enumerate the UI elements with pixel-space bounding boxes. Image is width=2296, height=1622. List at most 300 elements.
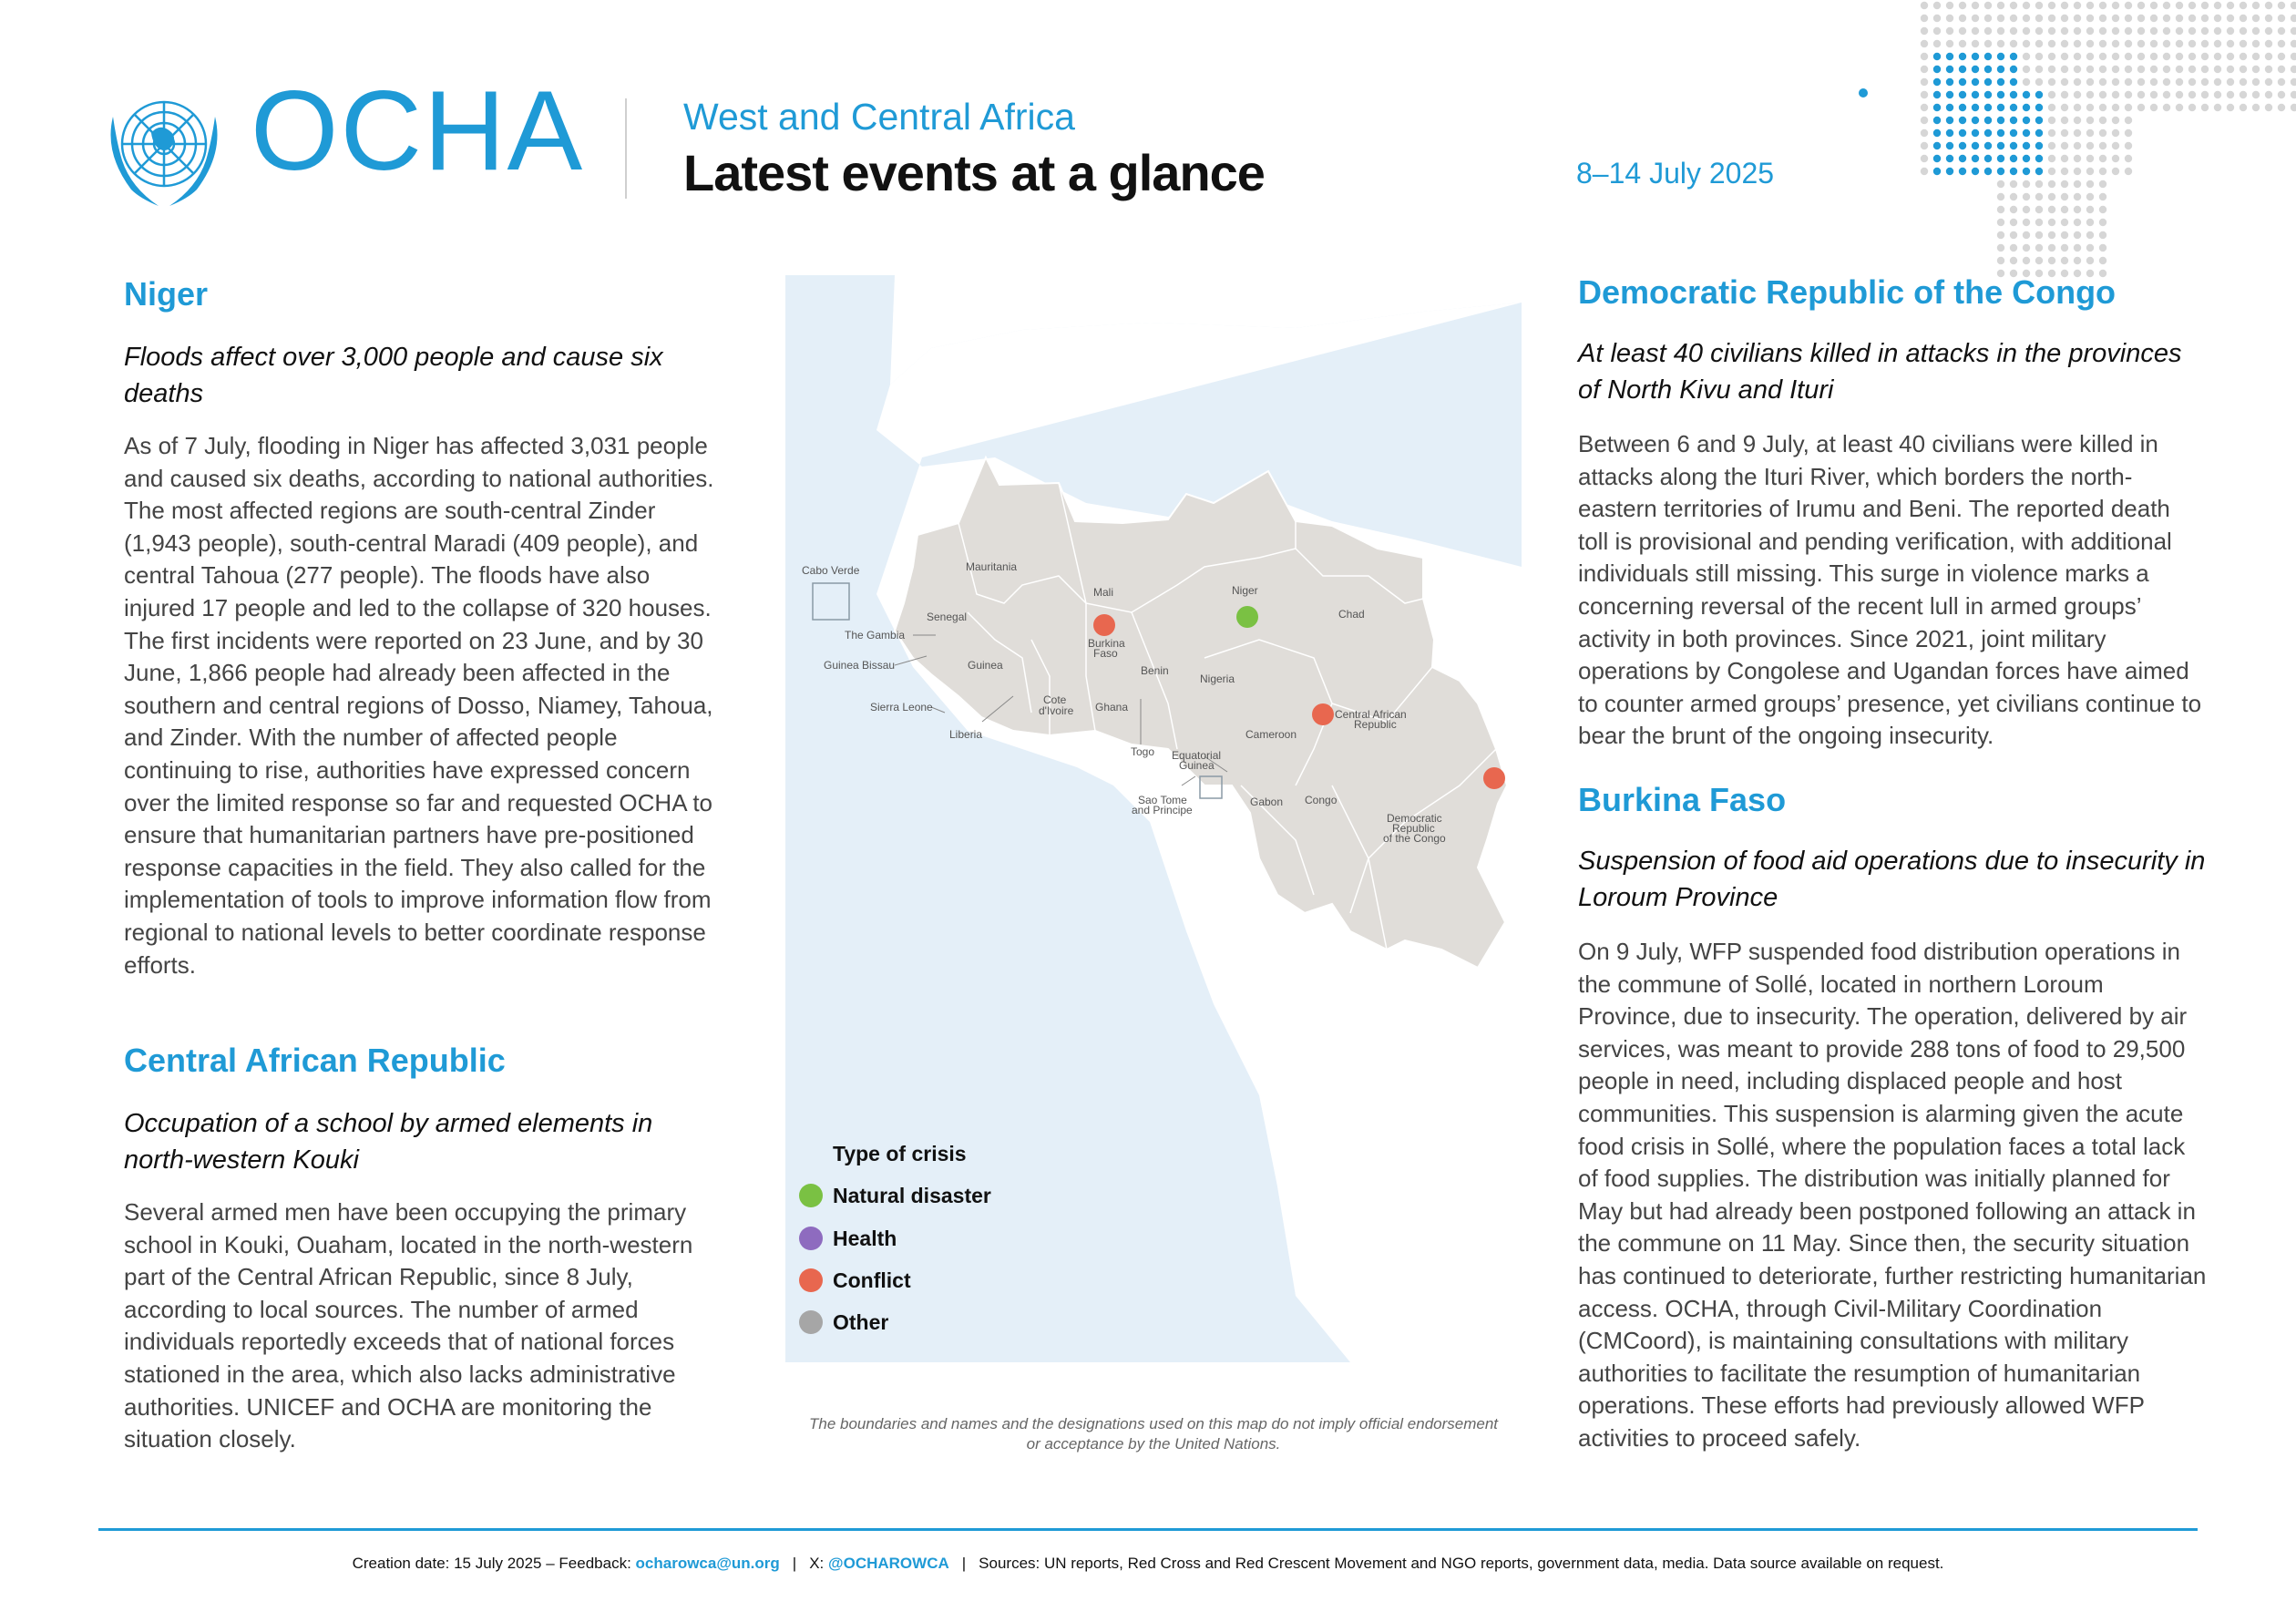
dot-map-dot xyxy=(2176,40,2183,47)
footer-x-prefix: X: xyxy=(809,1555,829,1572)
dot-map-dot xyxy=(1921,142,1928,149)
dot-map-dot xyxy=(2023,231,2030,239)
dot-map-dot xyxy=(2061,104,2068,111)
dot-map-dot xyxy=(2125,40,2132,47)
dot-map-dot xyxy=(2086,104,2094,111)
dot-map-dot xyxy=(2125,155,2132,162)
dot-map-dot xyxy=(2035,53,2043,60)
dot-map-dot xyxy=(2035,2,2043,9)
dot-map-dot xyxy=(1984,53,1992,60)
dot-map-dot xyxy=(2291,15,2296,22)
dot-map-dot xyxy=(2214,66,2221,73)
dot-map-dot xyxy=(1959,40,1966,47)
label-liberia: Liberia xyxy=(949,728,983,741)
dot-map-dot xyxy=(1997,2,2004,9)
disclaimer-line: or acceptance by the United Nations. xyxy=(1026,1435,1281,1453)
dot-map-dot xyxy=(2099,231,2106,239)
dot-map-dot xyxy=(2201,2,2209,9)
dot-map-dot xyxy=(1933,66,1941,73)
dot-map-dot xyxy=(2252,66,2260,73)
section-subtitle: Occupation of a school by armed elements in north-western Kouki xyxy=(124,1109,653,1175)
legend-label-conflict: Conflict xyxy=(833,1268,911,1292)
dot-map-dot xyxy=(1959,15,1966,22)
dot-map-dot xyxy=(2150,15,2158,22)
dot-map-dot xyxy=(1972,40,1979,47)
label-guinea: Guinea xyxy=(968,659,1003,672)
dot-map-dot xyxy=(2227,66,2234,73)
section-subtitle: Suspension of food aid operations due to insecurity in Loroum Province xyxy=(1578,847,2206,912)
dot-map-dot xyxy=(2214,78,2221,86)
section-subtitle: Floods affect over 3,000 people and cause six deaths xyxy=(124,343,663,408)
dot-map-dot xyxy=(1972,91,1979,98)
dot-map-dot xyxy=(2023,78,2030,86)
dot-map-dot xyxy=(2176,15,2183,22)
dot-map-dot xyxy=(1997,91,2004,98)
dot-map-dot xyxy=(2010,231,2017,239)
dot-map-dot xyxy=(1946,40,1953,47)
legend-swatch-other xyxy=(799,1310,823,1334)
dot-map-dot xyxy=(2074,244,2081,252)
dot-map-dot xyxy=(2291,2,2296,9)
label-nigeria: Nigeria xyxy=(1200,672,1235,685)
dot-map-dot xyxy=(1946,117,1953,124)
feedback-email-link[interactable]: ocharowca@un.org xyxy=(635,1555,780,1572)
dot-map-dot xyxy=(2074,257,2081,264)
dot-map-dot xyxy=(2074,168,2081,175)
dot-map-dot xyxy=(2125,53,2132,60)
dot-map-dot xyxy=(2112,91,2119,98)
dot-map-dot xyxy=(2061,257,2068,264)
dot-map-dot xyxy=(2125,142,2132,149)
dot-map-dot xyxy=(2188,53,2196,60)
dot-map-dot xyxy=(2074,193,2081,200)
dot-map-dot xyxy=(2035,66,2043,73)
dot-map-dot xyxy=(2061,129,2068,137)
dot-map-dot xyxy=(1933,15,1941,22)
x-handle-link[interactable]: @OCHAROWCA xyxy=(828,1555,949,1572)
dot-map-dot xyxy=(2023,219,2030,226)
dot-map-dot xyxy=(2150,91,2158,98)
dot-map-dot xyxy=(2023,193,2030,200)
section-heading: Niger xyxy=(124,275,209,313)
dot-map-dot xyxy=(2278,66,2285,73)
label-drc-3: of the Congo xyxy=(1383,832,1446,845)
dot-map-dot xyxy=(2240,104,2247,111)
dot-map-dot xyxy=(2086,15,2094,22)
dot-map-dot xyxy=(2086,193,2094,200)
dot-map-dot xyxy=(2278,40,2285,47)
dot-map-dot xyxy=(2125,15,2132,22)
dot-map-dot xyxy=(2163,27,2170,35)
dot-map-dot xyxy=(2163,15,2170,22)
dot-map-dot xyxy=(2086,168,2094,175)
dot-map-dot xyxy=(2035,155,2043,162)
dot-map-dot xyxy=(2112,155,2119,162)
dot-map-dot xyxy=(2010,27,2017,35)
dot-map-dot xyxy=(2099,66,2106,73)
dot-map-dot xyxy=(2061,193,2068,200)
label-congo: Congo xyxy=(1305,794,1338,806)
dot-map-dot xyxy=(1921,53,1928,60)
label-senegal: Senegal xyxy=(927,611,968,623)
dot-map-dot xyxy=(1984,168,1992,175)
dot-map-dot xyxy=(2023,27,2030,35)
dot-map-dot xyxy=(1972,78,1979,86)
dot-map-dot xyxy=(2061,78,2068,86)
label-cabo-verde: Cabo Verde xyxy=(802,564,860,577)
legend-title: Type of crisis xyxy=(833,1142,967,1165)
label-burkina-2: Faso xyxy=(1093,647,1118,660)
dot-map-dot xyxy=(2150,27,2158,35)
dot-map-dot xyxy=(1997,206,2004,213)
dot-map-dot xyxy=(2023,104,2030,111)
dot-map-dot xyxy=(2112,27,2119,35)
dot-map-dot xyxy=(2163,66,2170,73)
dot-map-dot xyxy=(2061,142,2068,149)
dot-map-dot xyxy=(2010,78,2017,86)
dot-map-dot xyxy=(2137,15,2145,22)
dot-map-dot xyxy=(2099,168,2106,175)
dot-map-dot xyxy=(1933,142,1941,149)
dot-map-dot xyxy=(2227,27,2234,35)
dot-map-dot xyxy=(2291,40,2296,47)
event-marker-niger[interactable] xyxy=(1236,606,1258,628)
dot-map-dot xyxy=(2023,117,2030,124)
dot-map-dot xyxy=(2214,27,2221,35)
dot-map-dot xyxy=(2061,155,2068,162)
dot-map-dot xyxy=(1997,53,2004,60)
dot-map-dot xyxy=(2265,27,2272,35)
dot-map-dot xyxy=(1921,104,1928,111)
dot-map-dot xyxy=(2163,78,2170,86)
dot-map-dot xyxy=(2099,40,2106,47)
label-cote-divoire: Cote xyxy=(1043,693,1067,706)
dot-map-dot xyxy=(2023,2,2030,9)
dot-map-dot xyxy=(2176,53,2183,60)
dot-map-dot xyxy=(2086,155,2094,162)
dot-map-dot xyxy=(2265,66,2272,73)
dot-map-dot xyxy=(2010,104,2017,111)
page-title: Latest events at a glance xyxy=(683,144,1265,201)
dot-map-dot xyxy=(2201,66,2209,73)
dot-map-dot xyxy=(2086,180,2094,188)
dot-map-dot xyxy=(2252,2,2260,9)
dot-map-dot xyxy=(2074,66,2081,73)
dot-map-dot xyxy=(2010,129,2017,137)
dot-map-dot xyxy=(1997,231,2004,239)
dot-map-dot xyxy=(1946,91,1953,98)
dot-map-dot xyxy=(2176,2,2183,9)
dot-map-dot xyxy=(2048,91,2055,98)
dot-map-dot xyxy=(1997,129,2004,137)
dot-map-dot xyxy=(2061,219,2068,226)
dot-map-dot xyxy=(2023,129,2030,137)
dot-map-dot xyxy=(2112,168,2119,175)
dot-map-dot xyxy=(2061,117,2068,124)
dot-map-dot xyxy=(2150,40,2158,47)
dot-map-dot xyxy=(2061,2,2068,9)
dot-map-dot xyxy=(1984,91,1992,98)
dot-map-dot xyxy=(2125,168,2132,175)
dot-map-dot xyxy=(1997,66,2004,73)
dot-map-dot xyxy=(1984,2,1992,9)
dot-map-dot xyxy=(2227,15,2234,22)
dot-map-dot xyxy=(1921,168,1928,175)
footer xyxy=(98,1555,2198,1573)
dot-map-dot xyxy=(2125,117,2132,124)
dot-map-dot xyxy=(2035,129,2043,137)
dot-map-dot xyxy=(2227,40,2234,47)
dot-map-dot xyxy=(2010,15,2017,22)
dot-map-dot xyxy=(2086,142,2094,149)
dot-map-dot xyxy=(2150,2,2158,9)
dot-map-dot xyxy=(2176,78,2183,86)
dot-map-dot xyxy=(1946,15,1953,22)
footer-separator: | xyxy=(961,1555,967,1572)
dot-map-dot xyxy=(2048,27,2055,35)
dot-map-dot xyxy=(2035,244,2043,252)
dot-map-dot xyxy=(2112,117,2119,124)
dot-map-dot xyxy=(1997,15,2004,22)
dot-map-dot xyxy=(2035,27,2043,35)
dot-map-dot xyxy=(2023,66,2030,73)
dot-map-dot xyxy=(2035,168,2043,175)
dot-map-dot xyxy=(2048,53,2055,60)
dot-map-dot xyxy=(2010,91,2017,98)
dot-map-dot xyxy=(2125,66,2132,73)
dot-map-dot xyxy=(2048,180,2055,188)
label-cote-divoire-2: d'Ivoire xyxy=(1039,704,1074,717)
dot-map-dot xyxy=(2163,53,2170,60)
dot-map-dot xyxy=(2061,40,2068,47)
dot-map-dot xyxy=(2061,91,2068,98)
dot-map-dot xyxy=(2061,66,2068,73)
dot-map-dot xyxy=(2240,78,2247,86)
dot-map-dot xyxy=(2252,40,2260,47)
footer-creation: Creation date: 15 July 2025 – Feedback: xyxy=(352,1555,636,1572)
dot-map-dot xyxy=(2125,104,2132,111)
dot-map-dot xyxy=(1972,142,1979,149)
event-marker-burkina-faso[interactable] xyxy=(1093,614,1115,636)
dot-map-dot xyxy=(2074,117,2081,124)
label-benin: Benin xyxy=(1141,664,1169,677)
dot-map-dot xyxy=(1959,104,1966,111)
dot-map-dot xyxy=(1972,2,1979,9)
section-heading: Democratic Republic of the Congo xyxy=(1578,273,2117,311)
dot-map-dot xyxy=(2086,91,2094,98)
dot-map-dot xyxy=(2099,2,2106,9)
dot-map-dot xyxy=(1921,117,1928,124)
dot-map-dot xyxy=(2137,104,2145,111)
dot-map-dot xyxy=(2240,53,2247,60)
dot-map-dot xyxy=(1933,155,1941,162)
dot-map-dot xyxy=(2278,53,2285,60)
dot-map-dot xyxy=(2150,53,2158,60)
header-divider xyxy=(625,98,627,199)
dot-map-dot xyxy=(1959,53,1966,60)
dot-map-dot xyxy=(1921,2,1928,9)
dot-map-dot xyxy=(1959,142,1966,149)
dot-map-dot xyxy=(1972,104,1979,111)
dot-map-dot xyxy=(2112,15,2119,22)
dot-map-dot xyxy=(1997,155,2004,162)
dot-map-dot xyxy=(2010,180,2017,188)
section-car xyxy=(124,1042,725,1456)
legend-label-natural: Natural disaster xyxy=(833,1184,991,1207)
dot-map-dot xyxy=(2074,2,2081,9)
dot-map-dot xyxy=(2086,129,2094,137)
dot-map-dot xyxy=(1946,104,1953,111)
dot-map-dot xyxy=(2163,91,2170,98)
un-emblem-logo xyxy=(95,80,233,219)
dot-map-dot xyxy=(1959,129,1966,137)
label-drc-2: Republic xyxy=(1392,822,1435,835)
dot-map-dot xyxy=(1933,117,1941,124)
dot-map-dot xyxy=(1921,15,1928,22)
dot-map-dot xyxy=(1984,78,1992,86)
dot-map-dot xyxy=(1997,40,2004,47)
dot-map-dot xyxy=(1933,78,1941,86)
dot-map-dot xyxy=(2214,104,2221,111)
region-title: West and Central Africa xyxy=(683,96,1075,138)
label-togo: Togo xyxy=(1131,745,1155,758)
dot-map-dot xyxy=(2074,180,2081,188)
dot-map-dot xyxy=(1997,244,2004,252)
dot-map-dot xyxy=(2291,27,2296,35)
dot-map-dot xyxy=(2023,257,2030,264)
dot-map-dot xyxy=(1972,168,1979,175)
dot-map-dot xyxy=(2176,104,2183,111)
dot-map-dot xyxy=(2214,15,2221,22)
dot-map-dot xyxy=(2086,231,2094,239)
dot-map-dot xyxy=(2099,219,2106,226)
label-burkina: Burkina xyxy=(1088,637,1125,650)
dot-map-dot xyxy=(2099,129,2106,137)
section-subtitle: At least 40 civilians killed in attacks in the provinces of North Kivu and Ituri xyxy=(1578,339,2182,405)
dot-map-dot xyxy=(1959,66,1966,73)
dot-map-dot xyxy=(1997,117,2004,124)
dot-map-dot xyxy=(2048,104,2055,111)
dot-map-dot xyxy=(2048,193,2055,200)
dot-map-dot xyxy=(2240,40,2247,47)
dot-map-dot xyxy=(2074,104,2081,111)
dot-map-dot xyxy=(1933,27,1941,35)
event-marker-car[interactable] xyxy=(1312,703,1334,725)
dot-map-dot xyxy=(1984,15,1992,22)
label-chad: Chad xyxy=(1338,608,1365,621)
dot-map-dot xyxy=(2035,78,2043,86)
dot-map-dot xyxy=(2023,244,2030,252)
ocha-wordmark: OCHA xyxy=(251,68,585,194)
dot-map-dot xyxy=(2023,142,2030,149)
dot-map-dot xyxy=(1921,129,1928,137)
dot-map-dot xyxy=(2278,27,2285,35)
dot-map-dot xyxy=(2010,155,2017,162)
dot-map-dot xyxy=(1921,78,1928,86)
dot-map-dot xyxy=(2150,104,2158,111)
dot-map-dot xyxy=(2291,66,2296,73)
dot-map-dot xyxy=(2265,53,2272,60)
section-body: Several armed men have been occupying the primary school in Kouki, Ouaham, located in the north-western part of the Central African Republic, since 8 July, according to local sources. The number of armed individuals reportedly exceeds that of national forces stationed in the area, which also lacks administrative authorities. UNICEF and OCHA are monitoring the situation closely. xyxy=(124,1198,693,1453)
dot-map-dot xyxy=(2074,78,2081,86)
dot-map-dot xyxy=(2099,27,2106,35)
dot-map-dot xyxy=(2074,219,2081,226)
label-sierra-leone: Sierra Leone xyxy=(870,701,933,713)
label-car-2: Republic xyxy=(1354,718,1397,731)
dot-map-dot xyxy=(1933,104,1941,111)
dot-map-dot xyxy=(2048,66,2055,73)
dot-map-dot xyxy=(2137,53,2145,60)
dot-map-dot xyxy=(1997,257,2004,264)
legend-label-health: Health xyxy=(833,1227,897,1250)
dot-map-dot xyxy=(2048,40,2055,47)
dot-map-dot xyxy=(1946,129,1953,137)
dot-map-dot xyxy=(1984,117,1992,124)
dot-map-dot xyxy=(1997,142,2004,149)
dot-map-dot xyxy=(2188,15,2196,22)
dot-map-dot xyxy=(2099,15,2106,22)
dot-map-dot xyxy=(2265,15,2272,22)
dot-map-dot xyxy=(2163,104,2170,111)
event-marker-drc[interactable] xyxy=(1483,767,1505,789)
dot-map-dot xyxy=(2086,27,2094,35)
dot-map-dot xyxy=(2099,193,2106,200)
dot-map-dot xyxy=(2048,219,2055,226)
label-ghana: Ghana xyxy=(1095,701,1129,713)
dot-map-dot xyxy=(2048,168,2055,175)
dot-map-dot xyxy=(2252,91,2260,98)
dot-map-dot xyxy=(2010,117,2017,124)
dot-map-dot xyxy=(2125,129,2132,137)
dot-map-dot xyxy=(1997,78,2004,86)
dot-map-dot xyxy=(1933,2,1941,9)
dot-map-dot xyxy=(2061,206,2068,213)
dot-map-dot xyxy=(2188,78,2196,86)
dot-map-dot xyxy=(1946,78,1953,86)
dot-map-dot xyxy=(1997,27,2004,35)
footer-sources: Sources: UN reports, Red Cross and Red Crescent Movement and NGO reports, government data, media. Data source available on request. xyxy=(979,1555,1944,1572)
dot-map-dot xyxy=(1972,15,1979,22)
dot-map-dot xyxy=(1997,104,2004,111)
dot-map-dot xyxy=(1984,40,1992,47)
dot-map-dot xyxy=(1972,129,1979,137)
dot-map-dot xyxy=(2112,78,2119,86)
dot-map-dot xyxy=(2112,66,2119,73)
dot-map-dot xyxy=(2023,40,2030,47)
dot-map-dot xyxy=(2112,104,2119,111)
dot-map-dot xyxy=(1946,27,1953,35)
dot-map-dot xyxy=(2265,40,2272,47)
dot-map-dot xyxy=(2137,66,2145,73)
dot-map-dot xyxy=(2099,206,2106,213)
label-cameroon: Cameroon xyxy=(1245,728,1297,741)
dot-map-dot xyxy=(2176,27,2183,35)
dot-map-dot xyxy=(2112,2,2119,9)
dot-map-dot xyxy=(2086,206,2094,213)
dot-map-dot xyxy=(2125,2,2132,9)
dot-map-dot xyxy=(2227,53,2234,60)
label-stp: Sao Tome xyxy=(1138,794,1187,806)
dot-map-dot xyxy=(2010,142,2017,149)
dot-map-dot xyxy=(2214,40,2221,47)
dot-map-dot xyxy=(2061,244,2068,252)
dot-map-dot xyxy=(2265,104,2272,111)
dot-map-dot xyxy=(2048,15,2055,22)
dot-map-dot xyxy=(2099,53,2106,60)
section-heading: Burkina Faso xyxy=(1578,781,1787,818)
dot-map-dot xyxy=(2061,15,2068,22)
dot-map-dot xyxy=(2035,91,2043,98)
